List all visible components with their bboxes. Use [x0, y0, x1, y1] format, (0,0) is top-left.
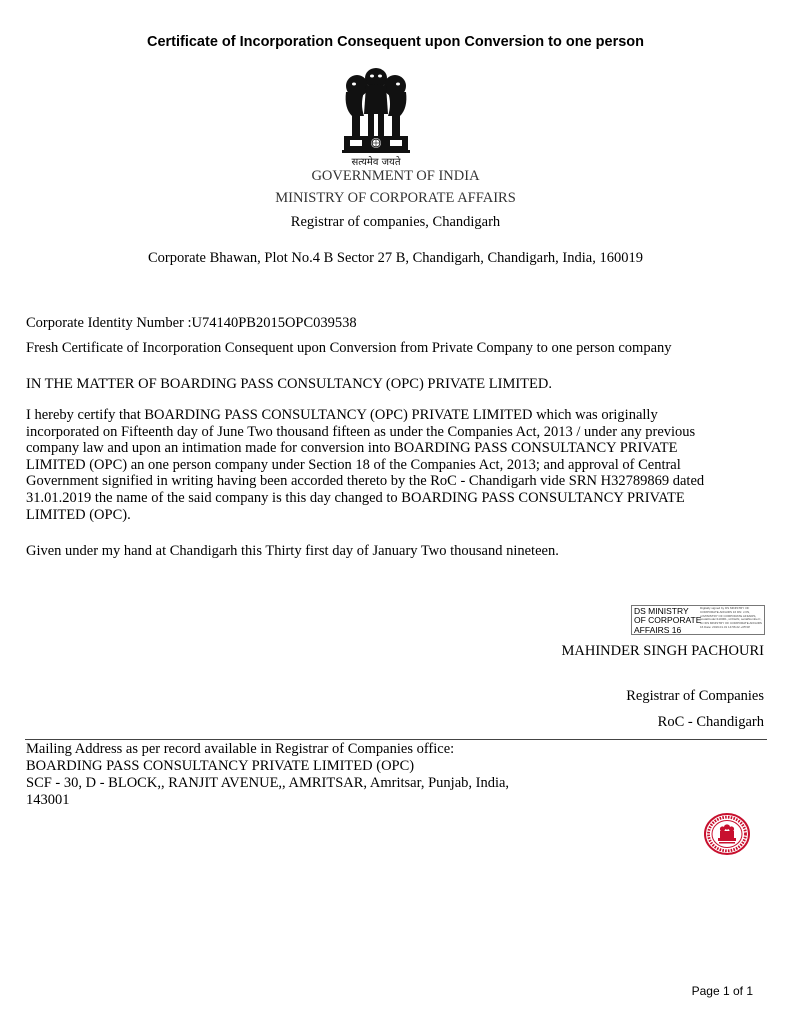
signatory-title: Registrar of Companies — [626, 688, 764, 704]
body-line: Government signified in writing having been accorded thereto by the RoC - Chandigarh vide SRN H32789869 dated — [26, 473, 705, 490]
page-number: Page 1 of 1 — [691, 984, 753, 998]
mailing-company: BOARDING PASS CONSULTANCY PRIVATE LIMITED (OPC) — [26, 758, 415, 774]
mailing-pincode: 143001 — [26, 792, 70, 808]
ashoka-emblem-icon — [330, 64, 422, 172]
mailing-street: SCF - 30, D - BLOCK,, RANJIT AVENUE,, AMRITSAR, Amritsar, Punjab, India, — [26, 775, 510, 791]
signatory-name: MAHINDER SINGH PACHOURI — [561, 643, 764, 659]
government-name: GOVERNMENT OF INDIA — [311, 168, 480, 184]
given-under-hand-line: Given under my hand at Chandigarh this Thirty first day of January Two thousand nineteen. — [26, 543, 559, 559]
mailing-address — [26, 741, 586, 809]
certification-body — [26, 407, 756, 523]
body-line: LIMITED (OPC). — [26, 506, 131, 523]
matter-line: IN THE MATTER OF BOARDING PASS CONSULTANCY (OPC) PRIVATE LIMITED. — [26, 376, 552, 392]
emblem-motto: सत्यमेव जयते — [351, 157, 401, 168]
certificate-type-line: Fresh Certificate of Incorporation Consequent upon Conversion from Private Company to one person company — [26, 340, 672, 356]
registrar-seal-icon — [703, 812, 751, 856]
divider — [25, 739, 767, 740]
body-line: I hereby certify that BOARDING PASS CONSULTANCY (OPC) PRIVATE LIMITED which was originally — [26, 407, 658, 423]
body-line: company law and upon an intimation made for conversion into BOARDING PASS CONSULTANCY PRIVATE — [26, 440, 678, 457]
digital-signature-box[interactable] — [631, 605, 765, 635]
certificate-title: Certificate of Incorporation Consequent upon Conversion to one person — [146, 34, 645, 50]
body-line: LIMITED (OPC) an one person company under Section 18 of the Companies Act, 2013; and approval of Central — [26, 456, 681, 473]
body-line: incorporated on Fifteenth day of June Two thousand fifteen as under the Companies Act, 2013 / under any previous — [26, 423, 696, 440]
body-line: 31.01.2019 the name of the said company is this day changed to BOARDING PASS CONSULTANCY PRIVATE — [26, 489, 685, 506]
registrar-office: Registrar of companies, Chandigarh — [290, 214, 501, 230]
registrar-address: Corporate Bhawan, Plot No.4 B Sector 27 B, Chandigarh, Chandigarh, India, 160019 — [148, 250, 643, 266]
corporate-identity-number: Corporate Identity Number :U74140PB2015OPC039538 — [26, 315, 357, 331]
signatory-office: RoC - Chandigarh — [657, 714, 764, 730]
digital-signature-signer: DS MINISTRY OF CORPORATE AFFAIRS 16 — [634, 606, 702, 635]
digital-signature-details: Digitally signed by DS MINISTRY OF CORPORATE AFFAIRS 16 DN: c=IN, o=MINISTRY OF CORPORATE AFFAIRS, postalCode=110001, st=Delhi, serialNumber=, cn=DS MINISTRY OF CORPORATE AFFAIRS 16 Date: 2019.01.31 14:56:22 +05'30' — [700, 606, 762, 629]
ministry-name: MINISTRY OF CORPORATE AFFAIRS — [275, 190, 516, 206]
mailing-heading: Mailing Address as per record available in Registrar of Companies office: — [26, 741, 455, 757]
